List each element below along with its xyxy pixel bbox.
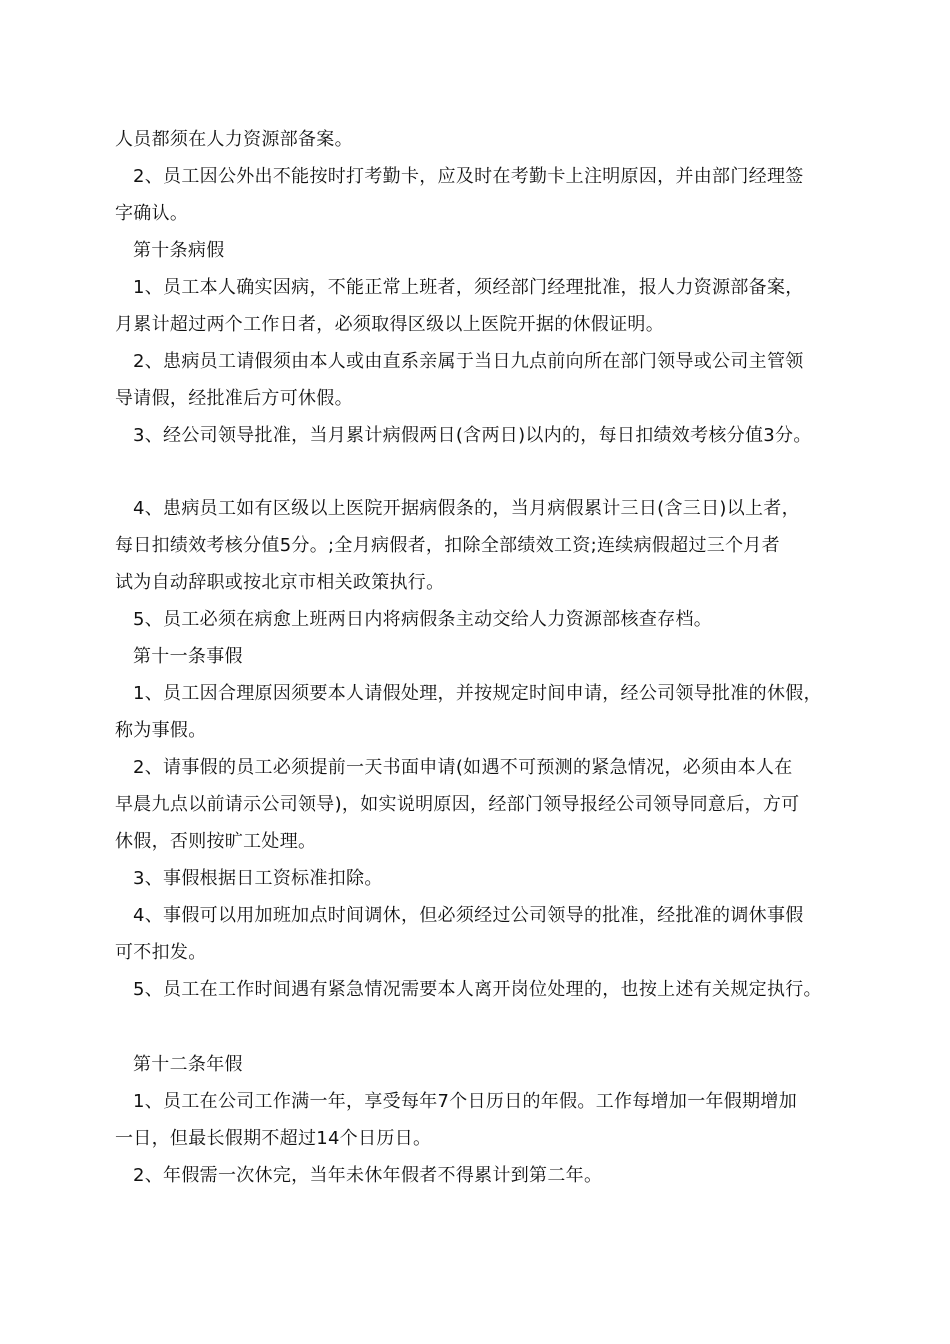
text-line: 月累计超过两个工作日者，必须取得区级以上医院开据的休假证明。 <box>115 314 664 335</box>
text-line: 导请假，经批准后方可休假。 <box>115 388 353 409</box>
text-line: 试为自动辞职或按北京市相关政策执行。 <box>115 572 445 593</box>
section-heading: 第十条病假 <box>133 240 225 261</box>
text-line: 2、请事假的员工必须提前一天书面申请(如遇不可预测的紧急情况，必须由本人在 <box>133 757 793 778</box>
text-line: 3、经公司领导批准，当月累计病假两日(含两日)以内的，每日扣绩效考核分值3分。 <box>133 425 812 446</box>
text-line: 5、员工在工作时间遇有紧急情况需要本人离开岗位处理的，也按上述有关规定执行。 <box>133 979 822 1000</box>
text-line: 称为事假。 <box>115 720 207 741</box>
text-line: 1、员工因合理原因须要本人请假处理，并按规定时间申请，经公司领导批准的休假， <box>133 683 822 704</box>
text-line: 早晨九点以前请示公司领导)，如实说明原因，经部门领导报经公司领导同意后，方可 <box>115 794 800 815</box>
section-heading: 第十二条年假 <box>133 1054 243 1075</box>
text-line: 可不扣发。 <box>115 942 207 963</box>
text-line: 2、患病员工请假须由本人或由直系亲属于当日九点前向所在部门领导或公司主管领 <box>133 351 804 372</box>
section-heading: 第十一条事假 <box>133 646 243 667</box>
text-line: 一日，但最长假期不超过14个日历日。 <box>115 1128 432 1149</box>
text-line: 每日扣绩效考核分值5分。;全月病假者，扣除全部绩效工资;连续病假超过三个月者 <box>115 535 780 556</box>
text-line: 4、事假可以用加班加点时间调休，但必须经过公司领导的批准，经批准的调休事假 <box>133 905 804 926</box>
text-line: 2、年假需一次休完，当年未休年假者不得累计到第二年。 <box>133 1165 603 1186</box>
text-line: 2、员工因公外出不能按时打考勤卡，应及时在考勤卡上注明原因，并由部门经理签 <box>133 166 804 187</box>
text-line: 1、员工本人确实因病，不能正常上班者，须经部门经理批准，报人力资源部备案， <box>133 277 804 298</box>
text-line: 4、患病员工如有区级以上医院开据病假条的，当月病假累计三日(含三日)以上者， <box>133 498 800 519</box>
text-line: 3、事假根据日工资标准扣除。 <box>133 868 383 889</box>
text-line: 5、员工必须在病愈上班两日内将病假条主动交给人力资源部核查存档。 <box>133 609 713 630</box>
text-line: 人员都须在人力资源部备案。 <box>115 129 353 150</box>
text-line: 休假，否则按旷工处理。 <box>115 831 317 852</box>
text-line: 字确认。 <box>115 203 189 224</box>
text-line: 1、员工在公司工作满一年，享受每年7个日历日的年假。工作每增加一年假期增加 <box>133 1091 798 1112</box>
